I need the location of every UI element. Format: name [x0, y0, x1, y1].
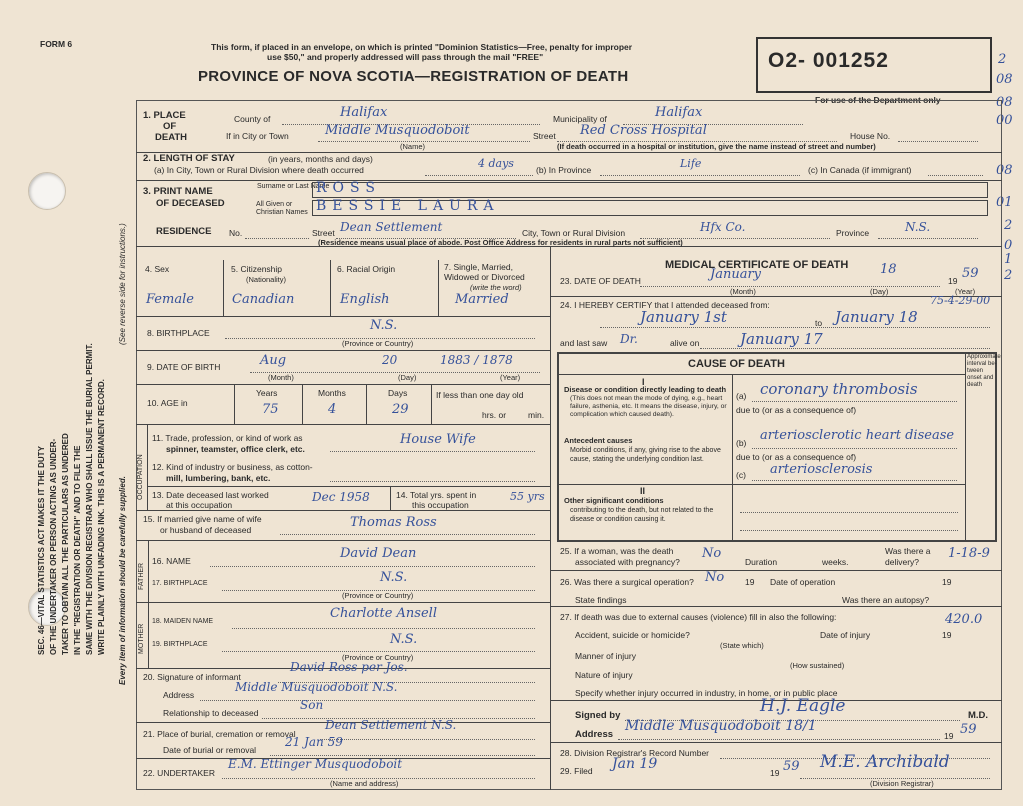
- label-cause-b: (b): [736, 438, 747, 448]
- value-right-code-2: 1-18-9: [948, 546, 990, 561]
- value-age-days: 29: [392, 402, 409, 417]
- label-municipality: Municipality of: [553, 114, 607, 124]
- label-direct: Disease or condition directly leading to death: [564, 385, 727, 394]
- label-certify: 24. I HEREBY CERTIFY that I attended deceased from:: [560, 300, 770, 310]
- value-relationship: Son: [300, 698, 324, 712]
- value-dob-day: 20: [382, 353, 398, 367]
- label-last-saw: and last saw: [560, 338, 608, 348]
- margin-code: 2: [1004, 268, 1013, 283]
- label-trade-2: spinner, teamster, office clerk, etc.: [166, 444, 305, 454]
- value-cause-a: coronary thrombosis: [760, 380, 918, 398]
- label-informant: 20. Signature of informant: [143, 672, 241, 682]
- value-mother-name: Charlotte Ansell: [330, 606, 437, 621]
- residence-hint: (Residence means usual place of abode. Post Office Address for residents in rural parts not sufficient): [318, 238, 683, 247]
- value-surgery: No: [705, 570, 725, 585]
- side-instructions-2: OF THE UNDERTAKER OR PERSON ACTING AS UNDER-: [49, 438, 58, 655]
- value-citizenship: Canadian: [232, 292, 295, 307]
- length-hint: (in years, months and days): [268, 154, 373, 164]
- label-q29: 29. Filed: [560, 766, 593, 776]
- label-hrs: hrs. or: [482, 410, 507, 420]
- value-right-code-3: 420.0: [945, 612, 983, 627]
- value-death-year: 59: [962, 266, 979, 281]
- label-q25: 25. If a woman, was the death: [560, 546, 674, 556]
- label-surname: Surname or Last Name: [257, 183, 330, 190]
- label-sign-19: 19: [944, 731, 954, 741]
- label-racial: 6. Racial Origin: [337, 264, 396, 274]
- label-less-day: If less than one day old: [436, 390, 524, 400]
- department-use-label: For use of the Department only: [815, 95, 941, 105]
- value-registrar: M.E. Archibald: [820, 752, 950, 772]
- value-filed: Jan 19: [612, 756, 658, 772]
- hint-name-address: (Name and address): [330, 779, 399, 788]
- label-accident: Accident, suicide or homicide?: [575, 630, 690, 640]
- value-last-worked: Dec 1958: [312, 490, 370, 504]
- label-injury-19: 19: [942, 630, 952, 640]
- side-instructions-4: IN THE "REGISTRATION OR DEATH" AND TO FILE THE: [73, 445, 82, 655]
- value-stay-a: 4 days: [478, 157, 514, 170]
- label-nationality: (Nationality): [246, 275, 287, 284]
- label-address: Address: [163, 690, 195, 700]
- label-maiden: 18. MAIDEN NAME: [152, 618, 214, 625]
- value-signed: H.J. Eagle: [760, 696, 846, 716]
- label-q26-19: 19: [745, 577, 755, 587]
- value-birthplace: N.S.: [370, 318, 398, 333]
- label-street: Street: [533, 131, 556, 141]
- label-length-a: (a) In City, Town or Rural Division where death occurred: [154, 165, 364, 175]
- label-age: 10. AGE in: [147, 398, 188, 408]
- label-injury-date: Date of injury: [820, 630, 871, 640]
- hint-prov-country: (Province or Country): [342, 339, 414, 348]
- label-findings: State findings: [575, 595, 627, 605]
- label-undertaker: 22. UNDERTAKER: [143, 768, 215, 778]
- margin-code: 01: [996, 195, 1013, 210]
- label-signer-address: Address: [575, 729, 614, 740]
- label-cause-a: (a): [736, 391, 747, 401]
- margin-code: 08: [996, 95, 1013, 110]
- label-due-to-2: due to (or as a consequence of): [736, 452, 857, 462]
- value-street: Red Cross Hospital: [580, 123, 707, 138]
- label-print-name: 3. PRINT NAME: [143, 186, 213, 197]
- margin-code: 2: [998, 52, 1007, 67]
- form-number: FORM 6: [40, 39, 73, 49]
- side-instructions-1: SEC. 46—VITAL STATISTICS ACT MAKES IT THE DUTY: [37, 446, 46, 655]
- label-burial-date: Date of burial or removal: [163, 745, 257, 755]
- hint-prov-country-2: (Province or Country): [342, 591, 414, 600]
- value-marital: Married: [455, 292, 509, 307]
- side-instructions-3: TAKER TO OBTAIN ALL THE PARTICULARS AS UNDERED: [61, 433, 70, 655]
- label-last-worked: 13. Date deceased last worked: [152, 490, 269, 500]
- label-industry-2: mill, lumbering, bank, etc.: [166, 473, 271, 483]
- value-burial-place: Dean Settlement N.S.: [325, 718, 457, 732]
- label-manner: Manner of injury: [575, 651, 636, 661]
- label-trade: 11. Trade, profession, or kind of work as: [152, 433, 303, 443]
- value-informant-address: Middle Musquodoboit N.S.: [235, 680, 398, 694]
- registration-number: O2- 001252: [768, 49, 889, 72]
- value-undertaker: E.M. Ettinger Musquodoboit: [228, 757, 403, 771]
- label-place: 1. PLACE: [143, 110, 186, 121]
- value-given: BESSIE LAURA: [316, 198, 500, 214]
- value-father-birthplace: N.S.: [380, 570, 408, 585]
- hint-death-year: (Year): [955, 287, 976, 296]
- label-months: Months: [318, 388, 346, 398]
- value-municipality: Halifax: [655, 105, 703, 120]
- label-house-no: House No.: [850, 131, 891, 141]
- margin-code: 2: [1004, 218, 1013, 233]
- label-length: 2. LENGTH OF STAY: [143, 153, 235, 164]
- value-dob-month: Aug: [260, 353, 287, 368]
- label-death-19: 19: [948, 276, 958, 286]
- hint-month: (Month): [268, 373, 294, 382]
- value-cause-c: arteriosclerosis: [770, 462, 873, 477]
- value-trade: House Wife: [400, 432, 476, 447]
- label-residence-no: No.: [229, 228, 243, 238]
- value-residence-province: N.S.: [905, 220, 931, 234]
- name-hint: (Name): [400, 142, 426, 151]
- label-signed: Signed by: [575, 710, 621, 721]
- label-date-death: 23. DATE OF DEATH: [560, 276, 641, 286]
- label-last-worked-2: at this occupation: [166, 500, 233, 510]
- label-spouse-2: or husband of deceased: [160, 525, 252, 535]
- label-death: DEATH: [155, 132, 188, 143]
- hint-division-registrar: (Division Registrar): [870, 779, 934, 788]
- label-relationship: Relationship to deceased: [163, 708, 259, 718]
- label-birthplace: 8. BIRTHPLACE: [147, 328, 210, 338]
- value-certify-to: January 18: [835, 308, 918, 326]
- other-hint: contributing to the death, but not related to the disease or condition causing it.: [570, 507, 714, 523]
- value-death-day: 18: [880, 262, 897, 277]
- value-certify-from: January 1st: [640, 308, 727, 326]
- hint-state-which: (State which): [720, 641, 764, 650]
- value-surname: ROSS: [316, 180, 381, 196]
- label-father-name: 16. NAME: [152, 556, 191, 566]
- label-alive-on: alive on: [670, 338, 700, 348]
- label-mother-birthplace: 19. BIRTHPLACE: [152, 641, 208, 648]
- cause-of-death-title: CAUSE OF DEATH: [688, 358, 785, 370]
- label-autopsy: Was there an autopsy?: [842, 595, 930, 605]
- hint-how: (How sustained): [790, 661, 845, 670]
- roman-one: I: [642, 377, 645, 387]
- label-days: Days: [388, 388, 408, 398]
- label-length-c: (c) In Canada (if immigrant): [808, 165, 912, 175]
- label-citizenship: 5. Citizenship: [231, 264, 283, 274]
- label-given: All Given or Christian Names: [256, 201, 308, 216]
- value-alive-on: January 17: [740, 330, 823, 348]
- label-residence: RESIDENCE: [156, 226, 212, 237]
- value-spouse: Thomas Ross: [350, 515, 437, 530]
- margin-code: 08: [996, 72, 1013, 87]
- value-father-name: David Dean: [340, 546, 417, 561]
- margin-code: 1: [1004, 252, 1013, 267]
- hint-prov-country-3: (Province or Country): [342, 653, 414, 662]
- label-mother: MOTHER: [138, 623, 145, 654]
- label-of: OF: [163, 121, 177, 132]
- label-spouse: 15. If married give name of wife: [143, 514, 262, 524]
- label-other: Other significant conditions: [564, 496, 664, 505]
- label-years: Years: [256, 388, 278, 398]
- label-residence-street: Street: [312, 228, 335, 238]
- label-marital: 7. Single, Married, Widowed or Divorced: [444, 262, 525, 282]
- value-stay-b: Life: [680, 157, 702, 170]
- hint-death-month: (Month): [730, 287, 756, 296]
- label-rural: City, Town or Rural Division: [522, 228, 626, 238]
- value-dob-year: 1883 / 1878: [440, 353, 513, 367]
- side-note-2: (See reverse side for instructions.): [118, 223, 127, 345]
- value-informant: David Ross per Jos.: [290, 660, 408, 674]
- mail-notice-1: This form, if placed in an envelope, on which is printed "Dominion Statistics—Free, penalty for improper: [211, 42, 633, 52]
- institution-hint: (If death occurred in a hospital or institution, give the name instead of street and number): [557, 142, 876, 151]
- label-father: FATHER: [138, 562, 145, 590]
- label-q27: 27. If death was due to external causes (violence) fill in also the following:: [560, 612, 837, 622]
- value-burial-date: 21 Jan 59: [285, 735, 343, 749]
- label-interval: Approximate interval be- tween onset and death: [967, 354, 1001, 388]
- value-residence-street: Dean Settlement: [340, 220, 443, 234]
- label-weeks: weeks.: [822, 557, 849, 567]
- value-signed-year: 59: [960, 722, 977, 737]
- label-dob: 9. DATE OF BIRTH: [147, 362, 221, 372]
- label-sex: 4. Sex: [145, 264, 170, 274]
- value-county: Halifax: [340, 105, 388, 120]
- label-md: M.D.: [968, 710, 989, 721]
- label-total-yrs: 14. Total yrs. spent in: [396, 490, 477, 500]
- label-county: County of: [234, 114, 271, 124]
- label-length-b: (b) In Province: [536, 165, 592, 175]
- label-city-town: If in City or Town: [226, 131, 289, 141]
- margin-code: 0: [1004, 238, 1013, 253]
- side-note: Every item of information should be carefully supplied.: [118, 476, 127, 685]
- label-cause-c: (c): [736, 470, 746, 480]
- label-burial-place: 21. Place of burial, cremation or removal: [143, 729, 296, 739]
- direct-hint: (This does not mean the mode of dying, e.g., heart failure, asthenia, etc. It means the disease, injury, or complication which caused death).: [570, 395, 727, 418]
- value-last-saw: Dr.: [620, 332, 638, 346]
- label-certify-to: to: [815, 318, 823, 328]
- label-total-yrs-2: this occupation: [412, 500, 469, 510]
- label-op-19: 19: [942, 577, 952, 587]
- form-title: PROVINCE OF NOVA SCOTIA—REGISTRATION OF DEATH: [198, 68, 629, 85]
- value-right-code-1: 75-4-29-00: [930, 294, 991, 307]
- registration-number-box: [756, 37, 992, 93]
- hint-day: (Day): [398, 373, 417, 382]
- label-delivery: Was there a delivery?: [885, 546, 931, 567]
- label-marital-hint: (write the word): [470, 283, 522, 292]
- value-race: English: [340, 292, 390, 307]
- surname-box: [312, 182, 988, 198]
- label-antecedent: Antecedent causes: [564, 436, 633, 445]
- label-specify: Specify whether injury occurred in industry, in home, or in public place: [575, 688, 838, 698]
- value-filed-year: 59: [783, 759, 800, 774]
- value-residence-rural: Hfx Co.: [700, 220, 746, 234]
- label-province: Province: [836, 228, 870, 238]
- value-age-years: 75: [262, 402, 279, 417]
- value-city: Middle Musquodoboit: [325, 123, 470, 138]
- value-total-yrs: 55 yrs: [510, 490, 545, 503]
- label-nature: Nature of injury: [575, 670, 633, 680]
- label-of-deceased: OF DECEASED: [156, 198, 225, 209]
- side-instructions-6: WRITE PLAINLY WITH UNFADING INK. THIS IS A PERMANENT RECORD.: [97, 379, 106, 655]
- value-death-month: January: [710, 267, 762, 282]
- label-duration: Duration: [745, 557, 778, 567]
- mail-notice-2: use $50," and properly addressed will pass through the mail "FREE": [267, 52, 544, 62]
- label-op-date: Date of operation: [770, 577, 836, 587]
- value-sex: Female: [146, 292, 194, 307]
- punch-hole-top: [28, 172, 66, 210]
- label-filed-19: 19: [770, 768, 780, 778]
- value-age-months: 4: [328, 402, 337, 417]
- margin-code: 00: [996, 113, 1013, 128]
- value-mother-birthplace: N.S.: [390, 632, 418, 647]
- label-q28: 28. Division Registrar's Record Number: [560, 748, 710, 758]
- value-cause-b: arteriosclerotic heart disease: [760, 428, 955, 443]
- value-pregnancy: No: [702, 546, 722, 561]
- label-occupation: OCCUPATION: [137, 454, 144, 500]
- value-signer-address: Middle Musquodoboit 18/1: [625, 718, 817, 734]
- roman-two: II: [640, 486, 646, 496]
- label-father-birthplace: 17. BIRTHPLACE: [152, 580, 208, 587]
- hint-death-day: (Day): [870, 287, 889, 296]
- hint-year: (Year): [500, 373, 521, 382]
- antecedent-hint: Morbid conditions, if any, giving rise to the above cause, stating the underlying condition last.: [570, 447, 721, 463]
- side-instructions-5: SAME WITH THE DIVISION REGISTRAR WHO SHALL ISSUE THE BURIAL PERMIT.: [85, 343, 94, 655]
- label-due-to-1: due to (or as a consequence of): [736, 405, 857, 415]
- medical-certificate-title: MEDICAL CERTIFICATE OF DEATH: [665, 259, 849, 271]
- margin-code: 08: [996, 163, 1013, 178]
- label-min: min.: [528, 410, 545, 420]
- label-industry: 12. Kind of industry or business, as cotton-: [152, 462, 313, 472]
- label-q25b: associated with pregnancy?: [575, 557, 680, 567]
- label-q26: 26. Was there a surgical operation?: [560, 577, 694, 587]
